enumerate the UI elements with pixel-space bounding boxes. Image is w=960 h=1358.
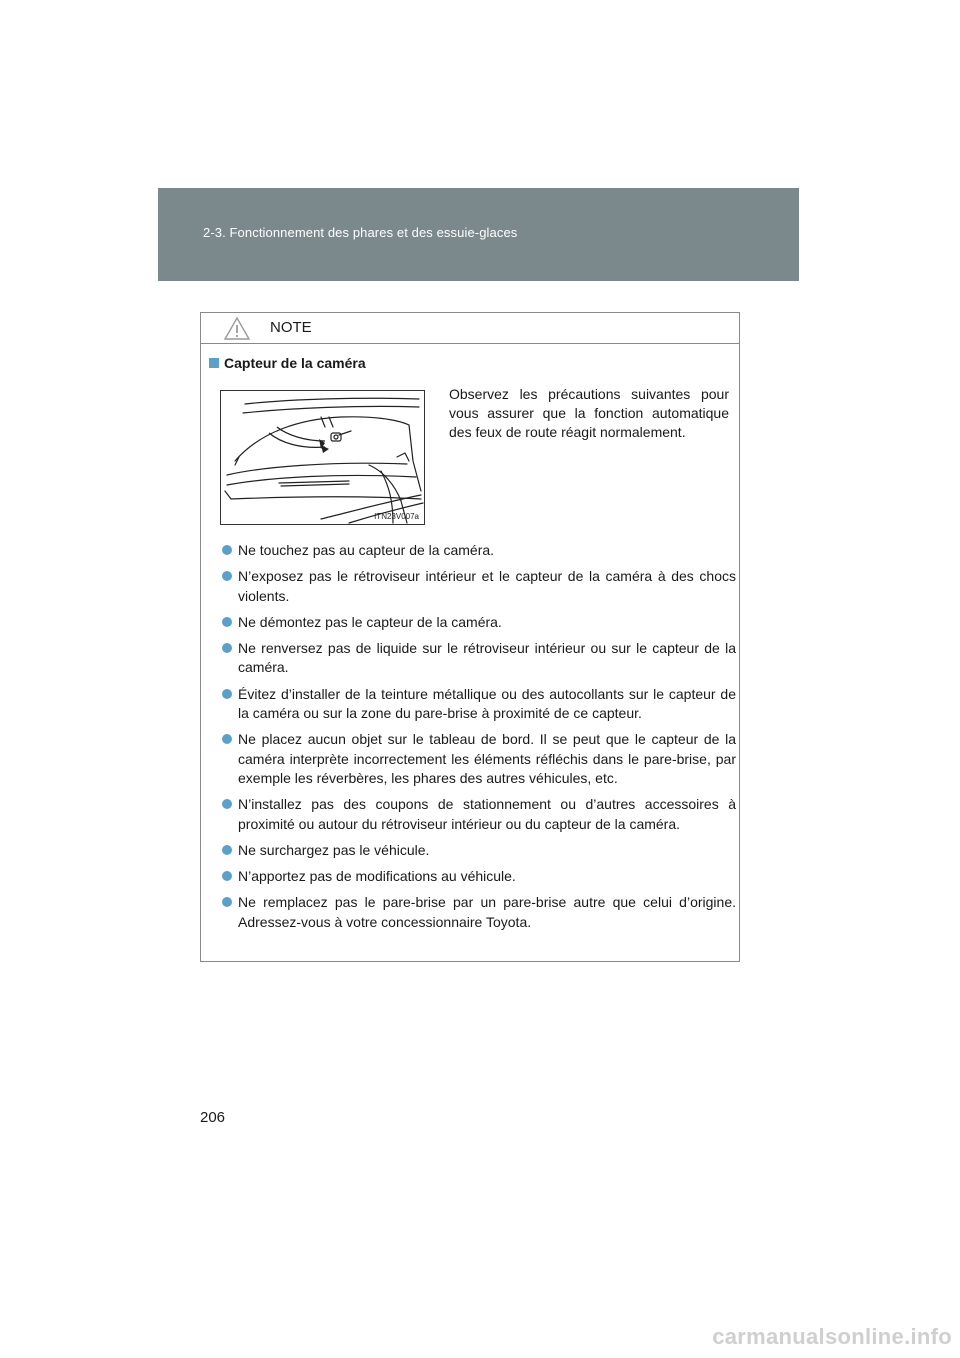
list-item <box>221 685 736 724</box>
list-item <box>221 893 736 932</box>
note-header <box>201 313 739 344</box>
bullet-dot-icon <box>222 571 232 581</box>
figure-code: ITN23V007a <box>374 512 419 521</box>
list-item <box>221 567 736 606</box>
list-item-text: Ne renversez pas de liquide sur le rétroviseur intérieur ou sur le capteur de la caméra. <box>238 640 736 676</box>
list-item <box>221 541 736 560</box>
list-item <box>221 730 736 788</box>
section-title-text: Capteur de la caméra <box>224 355 366 371</box>
windshield-camera-drawing <box>221 391 424 524</box>
note-label: NOTE <box>270 319 312 336</box>
header-band <box>158 188 799 281</box>
bullet-dot-icon <box>222 897 232 907</box>
bullet-dot-icon <box>222 734 232 744</box>
precaution-list <box>221 541 736 939</box>
note-box <box>200 312 740 962</box>
list-item-text: Ne démontez pas le capteur de la caméra. <box>238 613 502 630</box>
bullet-dot-icon <box>222 799 232 809</box>
list-item-text: N’exposez pas le rétroviseur intérieur et le capteur de la caméra à des chocs violents. <box>238 568 736 604</box>
list-item-text: N’apportez pas de modifications au véhicule. <box>238 868 516 885</box>
warning-triangle-icon <box>223 316 251 341</box>
list-item <box>221 795 736 834</box>
list-item <box>221 613 736 632</box>
list-item-text: Ne placez aucun objet sur le tableau de bord. Il se peut que le capteur de la caméra interprète incorrectement les éléments réfléchis dans le pare-brise, par exemple les réverbères, les phares des autres véhicules, etc. <box>238 731 736 786</box>
list-item <box>221 639 736 678</box>
list-item-text: Ne touchez pas au capteur de la caméra. <box>238 542 495 558</box>
section-title <box>209 355 366 371</box>
watermark: carmanualsonline.info <box>712 1324 952 1349</box>
list-item-text: Ne surchargez pas le véhicule. <box>238 841 430 858</box>
page-number: 206 <box>200 1109 226 1126</box>
section-header-title: 2-3. Fonctionnement des phares et des essuie-glaces <box>203 225 518 240</box>
bullet-dot-icon <box>222 643 232 653</box>
list-item <box>221 867 736 886</box>
list-item-text: N’installez pas des coupons de stationnement ou d’autres accessoires à proximité ou autour du rétroviseur intérieur ou du capteur de la caméra. <box>238 796 736 832</box>
list-item-text: Ne remplacez pas le pare-brise par un pare-brise autre que celui d’origine. Adressez-vous à votre concessionnaire Toyota. <box>238 894 736 930</box>
windshield-camera-illustration <box>220 390 425 525</box>
intro-text: Observez les précautions suivantes pour vous assurer que la fonction automatique des feux de route réagit normalement. <box>449 386 729 440</box>
list-item-text: Évitez d’installer de la teinture métallique ou des autocollants sur le capteur de la caméra ou sur la zone du pare-brise à proximité de ce capteur. <box>238 685 736 722</box>
bullet-dot-icon <box>222 545 232 555</box>
bullet-dot-icon <box>222 871 232 881</box>
bullet-dot-icon <box>222 617 232 627</box>
square-bullet-icon <box>209 358 219 368</box>
bullet-dot-icon <box>222 845 232 855</box>
bullet-dot-icon <box>222 689 232 699</box>
list-item <box>221 841 736 860</box>
